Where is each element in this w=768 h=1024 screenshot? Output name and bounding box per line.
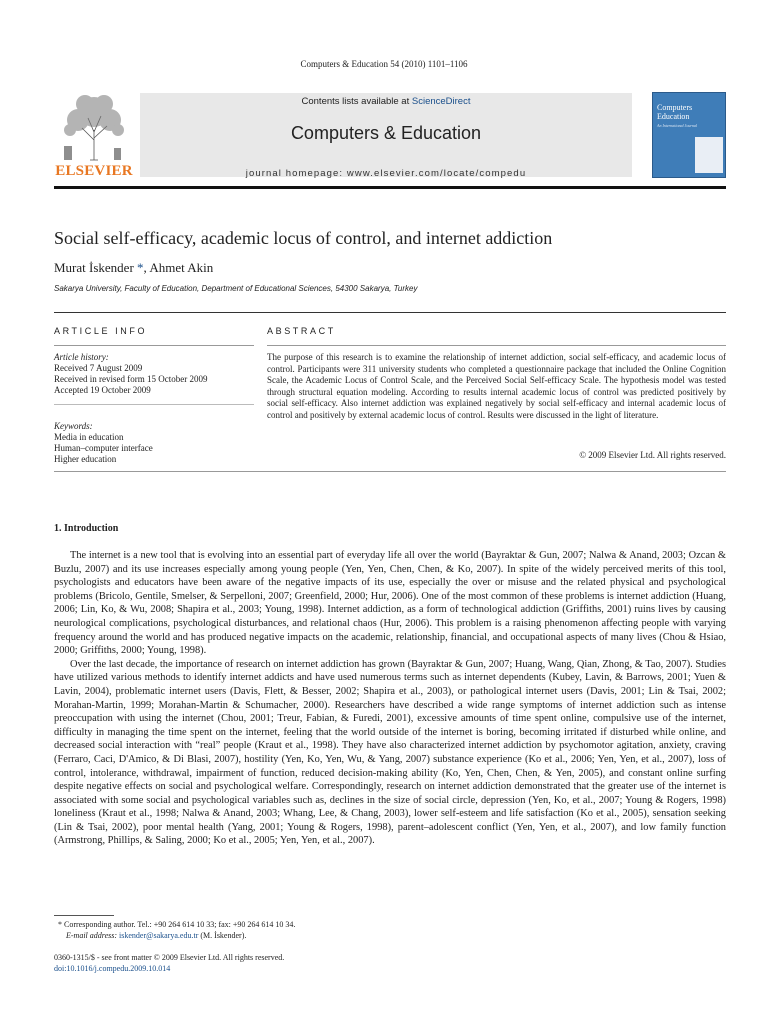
journal-homepage[interactable]: journal homepage: www.elsevier.com/locate/compedu bbox=[245, 168, 527, 179]
paragraph: The internet is a new tool that is evolving into an essential part of everyday life all over the world (Bayraktar & Gun, 2007; Nalwa & Anand, 2003; Ozcan & Buzlu, 2007) and its use increases especially among young people (Yen, Yen, Chen, Chen, & Ko, 2007). In spite of the widely perceived merits of this tool, psychologists and educators have been aware of the negative impacts of its use, especially the over or misuse and the related physical and psychological problems (Bricolo, Gentile, Smelser, & Serpelloni, 2007; Greenfield, 2000; Hur, 2006). One of the most common of these problems is internet addiction (Huang, 2006; Lin, Ko, & Wu, 2008; Shapira et al., 2003; Young, 1998). Internet addiction, as a form of technological addiction (Griffiths, 2001) ruins lives by causing neurological complications, psychological disturbances, and relational chaos (Hur, 2006). This problem is a raising phenomenon affecting people with varying frequency around the world and has produced negative impacts on the academic, relationship, financial, and occupational aspects of many lives (Chou & Hsiao, 2000; Griffiths, 2000; Young, 1998). bbox=[54, 550, 726, 657]
info-divider bbox=[54, 312, 726, 313]
email-label: E-mail address: bbox=[66, 931, 120, 940]
article-title: Social self-efficacy, academic locus of control, and internet addiction bbox=[54, 228, 553, 248]
cover-title-line2: Education bbox=[657, 112, 690, 121]
email-suffix: (M. İskender). bbox=[198, 931, 247, 940]
cover-title bbox=[657, 103, 692, 121]
tree-icon bbox=[54, 90, 134, 162]
email-link[interactable]: iskender@sakarya.edu.tr bbox=[119, 931, 199, 940]
journal-name: Computers & Education bbox=[290, 123, 482, 143]
history-label: Article history: bbox=[54, 352, 109, 362]
author-2[interactable]: , Ahmet Akin bbox=[143, 260, 214, 275]
journal-cover bbox=[652, 92, 726, 178]
paragraph: Over the last decade, the importance of research on internet addiction has grown (Bayraktar & Gun, 2007; Huang, Wang, Qian, Zhong, & Tao, 2007). Studies have utilized various methods to identify internet addicts and have used numerous terms such as internet dependents (Kubey, Lavin, & Barrows, 2001; Yuen & Lavin, 2004), problematic internet users (Davis, Flett, & Besser, 2002; Shapira et al., 2003), or pathological internet users (Davis, 2001; Lin & Tsai, 2002; Morahan-Martin, 1999; Morahan-Martin & Schumacher, 2000). Researchers have described a wide range symptoms of internet addiction such as intense preoccupation with using the internet (Chou, 2001; Treur, Fabian, & Furedi, 2001), excessive amounts of time spent online, compulsive use of the internet, difficulty in managing the time spent on the internet, feeling that the world outside of the internet is boring, becoming irritated if disturbed while online, and decreased social interaction with “real” people (Kraut et al., 1998). They have also characterized internet addiction by psychomotor agitation, anxiety, craving (Ferraro, Caci, D'Amico, & Di Blasi, 2007), hostility (Yen, Ko, Yen, Wu, & Yang, 2007) substance experience (Ko et al., 2006; Yen, Yen, et al., 2007), loss of control, intolerance, withdrawal, impairment of function, reduced decision-making ability (Ko, Yen, Chen, Chen, & Yen, 2005), and constant online surfing despite negative effects on social and psychological welfare. Correspondingly, research on internet addiction demonstrated that the greater use of the internet is associated with some social and psychological variables such as, declines in the size of social circle, depression (Yen, Ko, et al., 2007; Young & Rogers, 1998) loneliness (Kraut et al., 1998; Nalwa & Anand, 2003; Whang, Lee, & Chang, 2003), lower self-esteem and life satisfaction (Ko et al., 2005), sensation seeking (Lin & Tsai, 2002), poor mental health (Yang, 2001; Young & Rogers, 1998), parent–adolescent conflict (Yen, Yen, et al., 2007), and low family function (Armstrong, Phillips, & Saling, 2000; Ko et al., 2005; Yen, Yen, et al., 2007). bbox=[54, 658, 726, 847]
abstract-bottom-rule bbox=[54, 471, 726, 472]
publication-info bbox=[54, 952, 726, 974]
article-info-heading: ARTICLE INFO bbox=[54, 326, 148, 336]
journal-masthead bbox=[54, 90, 726, 182]
keyword-item[interactable]: Media in education bbox=[54, 432, 124, 442]
journal-banner bbox=[140, 93, 632, 177]
author-1[interactable]: Murat İskender bbox=[54, 260, 134, 275]
affiliation: Sakarya University, Faculty of Education, Department of Educational Sciences, 54300 Sakarya, Turkey bbox=[54, 284, 418, 293]
abstract-heading: ABSTRACT bbox=[267, 326, 336, 336]
corresponding-author: * Corresponding author. Tel.: +90 264 614 10 33; fax: +90 264 614 10 34. bbox=[58, 920, 296, 929]
sciencedirect-link[interactable]: ScienceDirect bbox=[411, 96, 471, 107]
cover-subtitle: An International Journal bbox=[657, 123, 697, 128]
email-line bbox=[58, 930, 726, 941]
article-info-rule bbox=[54, 345, 254, 346]
contents-prefix: Contents lists available at bbox=[301, 96, 412, 107]
contents-line bbox=[140, 96, 632, 107]
footnote-rule bbox=[54, 915, 114, 916]
issn-line: 0360-1315/$ - see front matter © 2009 Elsevier Ltd. All rights reserved. bbox=[54, 953, 285, 962]
journal-citation: Computers & Education 54 (2010) 1101–1106 bbox=[300, 59, 468, 69]
history-rule bbox=[54, 404, 254, 405]
keywords-label: Keywords: bbox=[54, 421, 93, 431]
elsevier-logo bbox=[54, 90, 134, 180]
article-history bbox=[54, 352, 254, 396]
doi-link[interactable]: doi:10.1016/j.compedu.2009.10.014 bbox=[54, 964, 171, 973]
revised-date: Received in revised form 15 October 2009 bbox=[54, 374, 208, 384]
author-1-mark[interactable]: * bbox=[133, 260, 144, 275]
header-divider bbox=[54, 186, 726, 189]
keywords bbox=[54, 421, 254, 465]
introduction-body bbox=[54, 549, 726, 848]
received-date: Received 7 August 2009 bbox=[54, 363, 143, 373]
keyword-item[interactable]: Human–computer interface bbox=[54, 443, 153, 453]
footnote bbox=[58, 919, 726, 941]
cover-panel bbox=[695, 137, 723, 173]
accepted-date: Accepted 19 October 2009 bbox=[54, 385, 151, 395]
cover-title-line1: Computers bbox=[657, 103, 693, 112]
abstract-text: The purpose of this research is to examine the relationship of internet addiction, social self-efficacy, and academic locus of control. Participants were 311 university students who completed a questionnaire package that included the Online Cognition Scale, the Academic Locus of Control Scale, and the Perceived Social Self-efficacy Scale. The hypothesis model was tested through structural equation modeling. According to results internal academic locus of control was predicted positively by social self-efficacy. Also internet addiction was explained negatively by social self-efficacy and internal academic locus of control and positively by external academic locus of control. Results were discussed in the light of literature. bbox=[267, 352, 726, 420]
authors bbox=[54, 260, 213, 276]
section-heading-introduction: 1. Introduction bbox=[54, 523, 119, 534]
keyword-item[interactable]: Higher education bbox=[54, 454, 117, 464]
publisher-name: ELSEVIER bbox=[55, 163, 133, 179]
abstract-copyright: © 2009 Elsevier Ltd. All rights reserved. bbox=[579, 450, 726, 460]
abstract-rule bbox=[267, 345, 726, 346]
